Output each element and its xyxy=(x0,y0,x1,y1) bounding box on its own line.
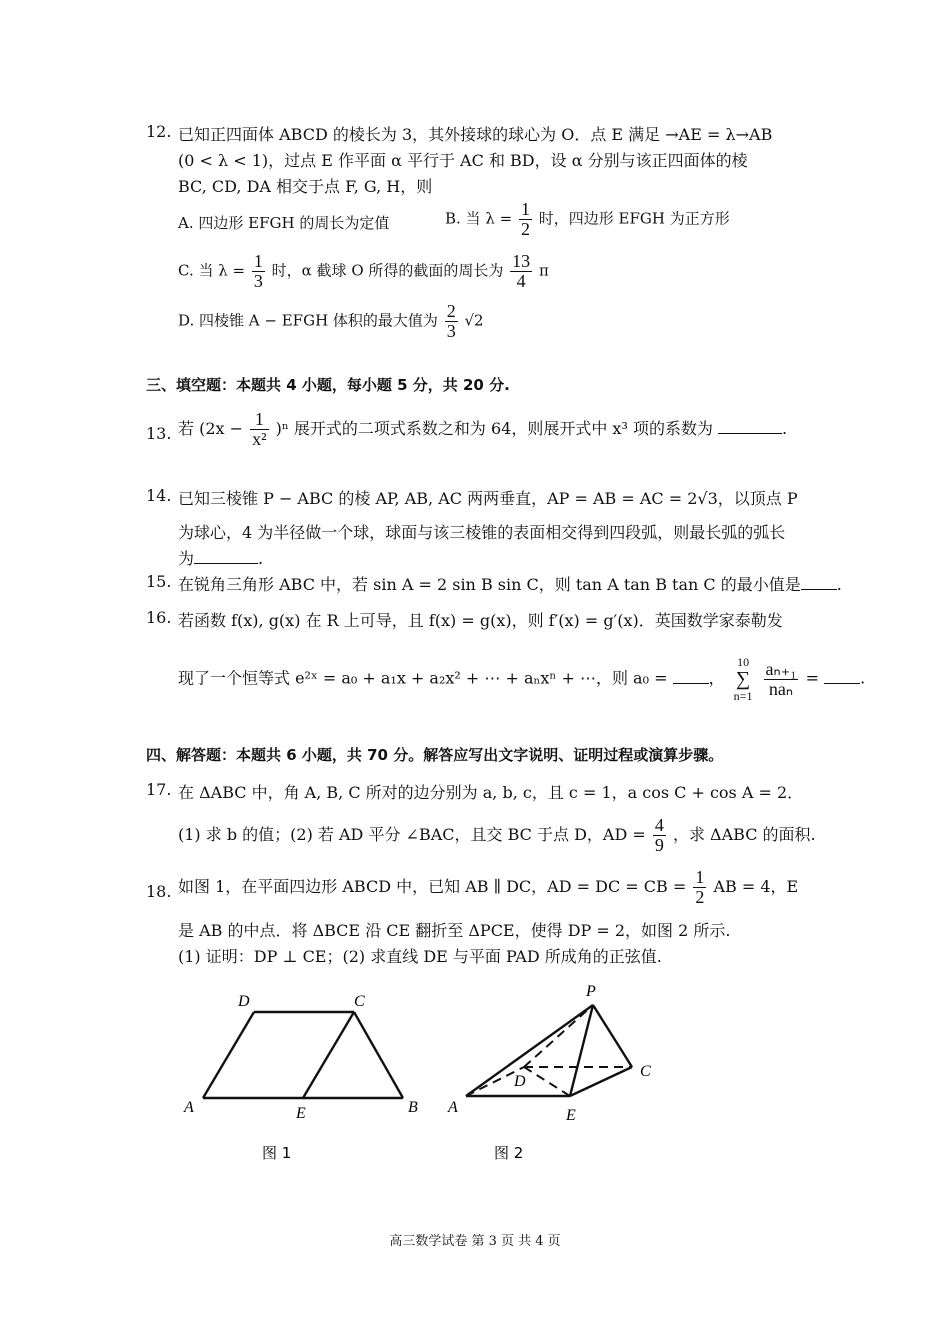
q13-exponent: )ⁿ xyxy=(275,418,289,438)
fig2-label-e: E xyxy=(566,1107,576,1124)
q12-option-d-fraction xyxy=(445,302,458,341)
q16-answer-blank-sum[interactable] xyxy=(824,669,860,684)
q14-end: . xyxy=(258,549,264,568)
q16-sum-lower: n=1 xyxy=(733,688,753,703)
q17-line2-suffix: ，求 ΔABC 的面积. xyxy=(672,824,816,844)
q12-option-a: A. 四边形 EFGH 的周长为定值 xyxy=(178,214,390,232)
fig2-edge-de xyxy=(524,1067,570,1096)
q14-line3-text: 为 xyxy=(178,549,195,568)
q17-fraction xyxy=(653,816,666,855)
q17-number: 17. xyxy=(146,780,172,799)
q17-line2 xyxy=(178,816,816,855)
q12-option-b-fraction xyxy=(519,200,532,239)
fig2-label-c: C xyxy=(640,1063,651,1080)
figure-2-folded-pyramid xyxy=(440,980,670,1170)
q17-numerator: 4 xyxy=(654,815,664,835)
q13-text xyxy=(178,410,787,449)
q16-sum-symbol: ∑ xyxy=(735,667,751,690)
q16-sum-upper: 10 xyxy=(737,655,750,669)
q16-equals: = xyxy=(805,668,819,688)
q12-option-c-numerator2: 13 xyxy=(512,251,531,271)
q18-line1 xyxy=(178,868,798,907)
fig1-label-a: A xyxy=(184,1099,194,1116)
q14-line2: 为球心，4 为半径做一个球，球面与该三棱锥的表面相交得到四段弧，则最长弧的弧长 xyxy=(178,523,786,542)
q16-summation xyxy=(732,656,755,702)
q18-number: 18. xyxy=(146,882,172,901)
q12-option-b xyxy=(445,200,730,239)
q18-line1-prefix: 如图 1，在平面四边形 ABCD 中，已知 AB ∥ DC，AD = DC = CB = xyxy=(178,876,687,896)
q12-option-d-numerator: 2 xyxy=(446,301,456,321)
q12-option-d xyxy=(178,302,484,341)
q12-line3: BC, CD, DA 相交于点 F, G, H，则 xyxy=(178,177,433,196)
fig2-edge-dp xyxy=(524,1005,593,1067)
q18-fraction xyxy=(693,868,706,907)
fig2-edge-ec xyxy=(570,1067,632,1096)
q12-option-c xyxy=(178,252,549,291)
fig2-edge-pc xyxy=(593,1005,632,1067)
q12-number: 12. xyxy=(146,122,172,141)
q14-line1: 已知三棱锥 P − ABC 的棱 AP, AB, AC 两两垂直，AP = AB = AC = 2√3，以顶点 P xyxy=(178,489,798,508)
q12-option-c-suffix: π xyxy=(538,261,549,280)
q18-line3: (1) 证明：DP ⊥ CE；(2) 求直线 DE 与平面 PAD 所成角的正弦值. xyxy=(178,947,662,966)
q13-denominator: x² xyxy=(252,428,267,449)
q12-option-b-numerator: 1 xyxy=(520,199,530,219)
q13-number: 13. xyxy=(146,424,172,443)
fig1-label-b: B xyxy=(408,1099,418,1116)
q12-option-c-middle: 时，α 截球 O 所得的截面的周长为 xyxy=(271,261,504,280)
q15-text-body: 在锐角三角形 ABC 中，若 sin A = 2 sin B sin C，则 tan A tan B tan C 的最小值是 xyxy=(178,575,801,594)
q12-option-c-prefix: C. 当 λ = xyxy=(178,261,246,280)
fig1-edge-ce xyxy=(303,1012,354,1098)
fig2-label-p: P xyxy=(586,983,596,1000)
fig1-label-c: C xyxy=(354,993,365,1010)
q14-answer-blank[interactable] xyxy=(194,549,258,564)
q12-option-d-prefix: D. 四棱锥 A − EFGH 体积的最大值为 xyxy=(178,311,438,330)
q16-denominator: naₙ xyxy=(768,678,794,699)
figure-1-trapezoid xyxy=(170,980,440,1170)
q16-end: . xyxy=(860,668,866,688)
q15-end: . xyxy=(836,575,842,594)
q13-end: . xyxy=(782,418,788,438)
q12-line2: (0 < λ < 1)，过点 E 作平面 α 平行于 AC 和 BD，设 α 分别与该正四面体的棱 xyxy=(178,151,748,170)
fig1-label-e: E xyxy=(296,1105,306,1122)
section-4-heading: 四、解答题：本题共 6 小题，共 70 分。解答应写出文字说明、证明过程或演算步骤。 xyxy=(146,746,724,764)
q18-line2: 是 AB 的中点．将 ΔBCE 沿 CE 翻折至 ΔPCE，使得 DP = 2，如图 2 所示. xyxy=(178,921,731,940)
q18-numerator: 1 xyxy=(695,867,705,887)
page-footer: 高三数学试卷 第 3 页 共 4 页 xyxy=(389,1234,561,1249)
q17-denominator: 9 xyxy=(654,834,664,855)
q12-option-c-numerator: 1 xyxy=(253,251,263,271)
q13-answer-blank[interactable] xyxy=(718,419,782,434)
q13-suffix: 展开式的二项式系数之和为 64，则展开式中 x³ 项的系数为 xyxy=(293,418,713,438)
fig1-caption: 图 1 xyxy=(262,1144,292,1162)
q12-option-b-prefix: B. 当 λ = xyxy=(445,209,513,228)
q16-fraction xyxy=(764,660,799,699)
q15-text xyxy=(178,572,842,595)
q16-answer-blank-a0[interactable] xyxy=(673,669,709,684)
q14-number: 14. xyxy=(146,486,172,505)
q12-option-c-denominator2: 4 xyxy=(516,270,526,291)
q12-option-c-denominator: 3 xyxy=(253,270,263,291)
q12-option-d-denominator: 3 xyxy=(446,320,456,341)
fig2-label-a: A xyxy=(448,1099,458,1116)
fig1-edge-cb xyxy=(354,1012,403,1098)
q12-option-d-suffix: √2 xyxy=(464,311,484,330)
q16-numerator: aₙ₊₁ xyxy=(765,658,797,679)
q14-line3 xyxy=(178,546,263,569)
q16-number: 16. xyxy=(146,608,172,627)
q18-denominator: 2 xyxy=(695,886,705,907)
q16-line1: 若函数 f(x), g(x) 在 R 上可导，且 f(x) = g(x)，则 f′(x) = g′(x)．英国数学家泰勒发 xyxy=(178,611,783,630)
q17-line2-prefix: (1) 求 b 的值；(2) 若 AD 平分 ∠BAC，且交 BC 于点 D，AD = xyxy=(178,824,646,844)
q12-line1: 已知正四面体 ABCD 的棱长为 3，其外接球的球心为 O．点 E 满足 →AE = λ→AB xyxy=(178,125,773,144)
q16-line2-text: 现了一个恒等式 e²ˣ = a₀ + a₁x + a₂x² + ⋯ + aₙxⁿ + ⋯，则 a₀ = xyxy=(178,668,668,688)
q15-answer-blank[interactable] xyxy=(801,575,837,590)
q18-line1-suffix: AB = 4，E xyxy=(713,876,799,896)
q13-prefix: 若 (2x − xyxy=(178,418,244,438)
section-3-heading: 三、填空题：本题共 4 小题，每小题 5 分，共 20 分. xyxy=(146,376,510,394)
q15-number: 15. xyxy=(146,572,172,591)
q16-line2: 现了一个恒等式 e²ˣ = a₀ + a₁x + a₂x² + ⋯ + aₙxⁿ + ⋯，则 a₀ = ， 10 ∑ n=1 $\frac{\text{aₙ₊₁}}{\text{naₙ}}$ = . xyxy=(178,655,866,703)
q13-numerator: 1 xyxy=(250,410,268,430)
q17-line1: 在 ΔABC 中，角 A, B, C 所对的边分别为 a, b, c，且 c = 1，a cos C + cos A = 2． xyxy=(178,783,804,802)
q12-option-c-fraction xyxy=(252,252,265,291)
q12-option-c-fraction2 xyxy=(510,252,532,291)
fig1-label-d: D xyxy=(238,993,250,1010)
q12-option-b-suffix: 时，四边形 EFGH 为正方形 xyxy=(538,209,730,228)
fig1-edge-ad xyxy=(203,1012,254,1098)
fig2-caption: 图 2 xyxy=(494,1144,524,1162)
q12-option-b-denominator: 2 xyxy=(520,218,530,239)
q13-fraction xyxy=(250,410,268,449)
fig2-label-d: D xyxy=(514,1073,526,1090)
